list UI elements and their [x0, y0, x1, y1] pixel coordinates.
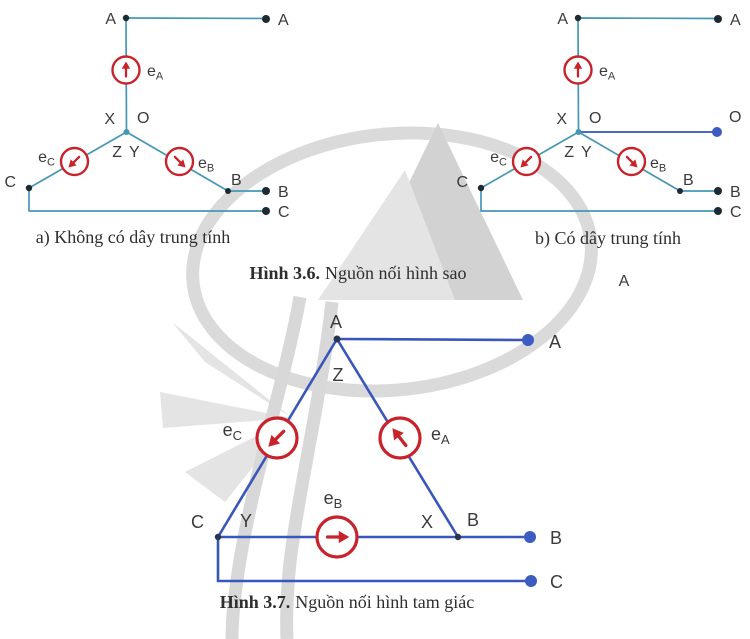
- stray-label-a: A: [618, 273, 630, 290]
- terminal-dot-c: [262, 207, 270, 215]
- node-dot-a: [334, 336, 341, 343]
- wire-phase-b-branch: [579, 132, 719, 191]
- emf-source-ea: [565, 57, 592, 84]
- label-ec: $e_C$: [222, 420, 242, 443]
- label-ec: $e_C$: [490, 149, 507, 169]
- emf-source-ea: [380, 418, 420, 458]
- terminal-dot-b: [714, 187, 722, 195]
- label-winding-b: B: [467, 510, 480, 530]
- wire-line-c: [218, 537, 531, 581]
- fig36-diagram-a: [4, 11, 289, 248]
- label-z: Z: [332, 365, 344, 385]
- terminal-dot-neutral: [712, 127, 722, 137]
- terminal-dot-b: [262, 187, 270, 195]
- label-terminal-b: B: [730, 184, 741, 201]
- emf-source-eb: [618, 148, 645, 175]
- label-winding-c: C: [4, 174, 16, 191]
- label-y: Y: [129, 144, 140, 161]
- label-ea: $e_A$: [147, 63, 164, 83]
- label-terminal-b: B: [550, 528, 563, 548]
- node-dot-c: [215, 534, 221, 540]
- label-winding-a: A: [105, 11, 116, 28]
- label-o: O: [137, 110, 150, 127]
- terminal-dot-c: [714, 207, 722, 215]
- terminal-dot-c: [525, 575, 537, 587]
- label-terminal-b: B: [278, 184, 289, 201]
- emf-source-ec: [257, 418, 297, 458]
- label-winding-c: C: [456, 174, 468, 191]
- caption-fig36: Hình 3.6. Nguồn nối hình sao: [249, 263, 467, 283]
- label-ea: $e_A$: [431, 424, 450, 447]
- label-y: Y: [239, 511, 253, 531]
- node-dot-c: [26, 185, 32, 191]
- label-ec: $e_C$: [38, 149, 55, 169]
- label-terminal-c: C: [550, 572, 563, 592]
- emf-source-ec: [513, 148, 540, 175]
- terminal-dot-a: [262, 15, 270, 23]
- label-x: X: [420, 512, 434, 532]
- label-terminal-a: A: [549, 332, 562, 352]
- emf-source-eb: [317, 517, 357, 557]
- label-x: X: [556, 111, 567, 128]
- terminal-dot-a: [522, 334, 534, 346]
- label-apex-a: A: [329, 312, 343, 332]
- label-terminal-o: O: [729, 109, 742, 126]
- terminal-dot-b: [524, 531, 536, 543]
- label-winding-b: B: [683, 172, 694, 189]
- label-ea: $e_A$: [599, 63, 616, 83]
- node-dot-a: [575, 15, 581, 21]
- node-dot-a: [123, 15, 129, 21]
- label-terminal-c: C: [278, 204, 290, 221]
- label-winding-c: C: [191, 512, 204, 532]
- label-y: Y: [581, 144, 592, 161]
- caption-diagram-a: a) Không có dây trung tính: [35, 227, 231, 247]
- label-terminal-c: C: [730, 204, 742, 221]
- node-dot-b: [455, 534, 461, 540]
- terminal-dot-a: [714, 15, 722, 23]
- node-dot-neutral: [576, 129, 582, 135]
- node-dot-neutral: [124, 129, 130, 135]
- label-x: X: [104, 111, 115, 128]
- label-z: Z: [564, 144, 574, 161]
- emf-source-ec: [61, 148, 88, 175]
- label-eb: $e_B$: [323, 488, 343, 511]
- label-eb: $e_B$: [650, 155, 667, 175]
- label-z: Z: [112, 144, 122, 161]
- label-terminal-a: A: [278, 12, 289, 29]
- emf-source-eb: [166, 148, 193, 175]
- label-o: O: [589, 110, 602, 127]
- fig36-diagram-b: [456, 11, 741, 249]
- node-dot-c: [478, 185, 484, 191]
- label-terminal-a: A: [730, 12, 741, 29]
- label-eb: $e_B$: [198, 155, 215, 175]
- caption-diagram-b: b) Có dây trung tính: [535, 228, 681, 248]
- label-winding-a: A: [557, 11, 568, 28]
- emf-source-ea: [113, 57, 140, 84]
- wire-line-a: [337, 339, 528, 340]
- label-winding-b: B: [231, 172, 242, 189]
- caption-fig37: Hình 3.7. Nguồn nối hình tam giác: [219, 592, 475, 612]
